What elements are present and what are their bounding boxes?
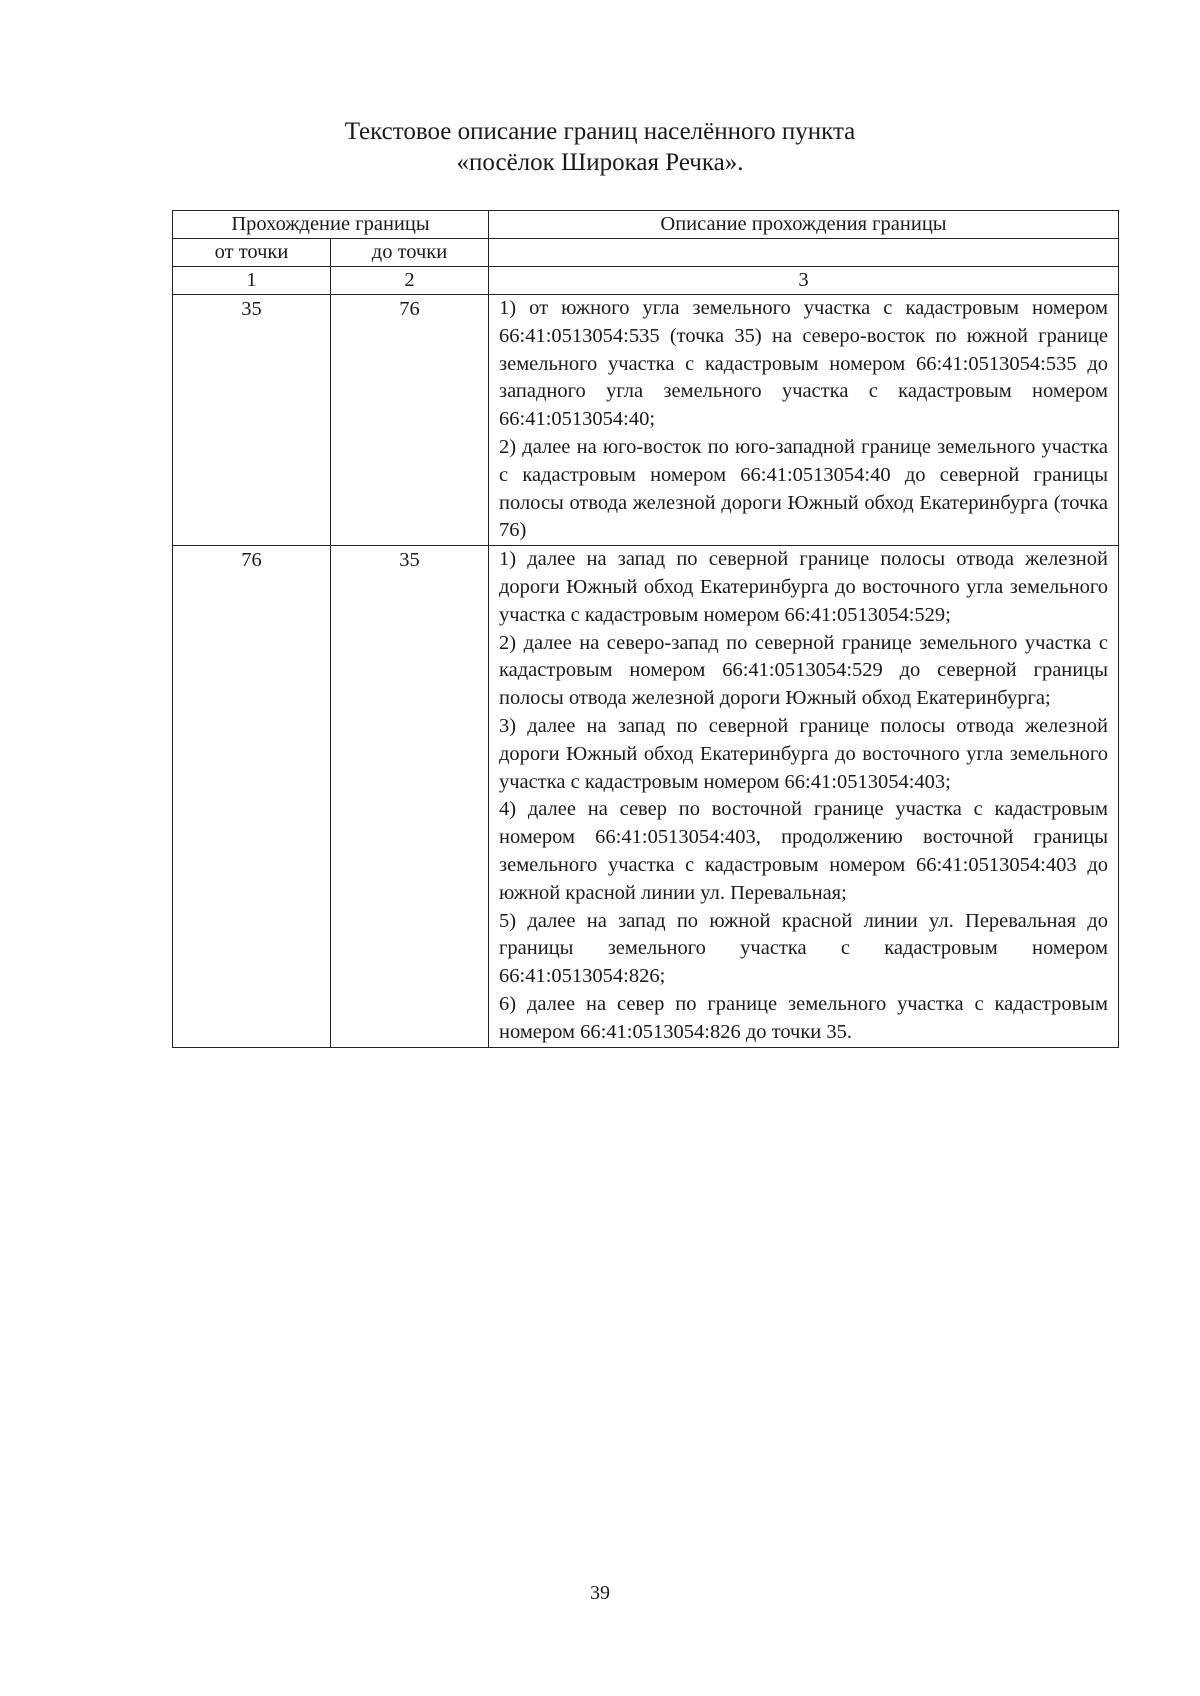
table-row — [173, 295, 1119, 546]
column-number-3: 3 — [489, 267, 1119, 295]
title-line-2: «посёлок Широкая Речка». — [456, 149, 744, 176]
header-description: Описание прохождения границы — [489, 211, 1119, 239]
description-item: 2) далее на юго-восток по юго-западной границе земельного участка с кадастровым номером 66:41:0513054:40 до северной границы полосы отвода железной дороги Южный обход Екатеринбурга (точка 76) — [499, 435, 1108, 542]
header-empty-cell — [489, 239, 1119, 267]
boundary-table — [172, 210, 1119, 1048]
description-item: 2) далее на северо-запад по северной границе земельного участка с кадастровым номером 66:41:0513054:529 до северной границы полосы отвода железной дороги Южный обход Екатеринбурга; — [499, 631, 1108, 710]
column-number-1: 1 — [173, 267, 331, 295]
column-number-2: 2 — [331, 267, 489, 295]
page-number: 39 — [590, 1582, 610, 1604]
header-to-point: до точки — [331, 239, 489, 267]
table-row — [173, 546, 1119, 1047]
description-item: 5) далее на запад по южной красной линии ул. Перевальная до границы земельного участка с кадастровым номером 66:41:0513054:826; — [499, 909, 1108, 988]
title-line-1: Текстовое описание границ населённого пункта — [344, 118, 856, 145]
header-row-2 — [173, 239, 1119, 267]
row-description — [489, 295, 1119, 546]
description-item: 6) далее на север по границе земельного участка с кадастровым номером 66:41:0513054:826 до точки 35. — [499, 992, 1108, 1043]
row-from-point: 76 — [173, 546, 331, 1047]
row-to-point: 35 — [331, 546, 489, 1047]
row-description — [489, 546, 1119, 1047]
header-row-numbers — [173, 267, 1119, 295]
header-passage: Прохождение границы — [173, 211, 489, 239]
header-row-1 — [173, 211, 1119, 239]
row-to-point: 76 — [331, 295, 489, 546]
header-from-point: от точки — [173, 239, 331, 267]
document-title — [0, 116, 1200, 178]
description-item: 1) от южного угла земельного участка с кадастровым номером 66:41:0513054:535 (точка 35) на северо-восток по южной границе земельного участка с кадастровым номером 66:41:0513054:535 до западного угла земельного участка с кадастровым номером 66:41:0513054:40; — [499, 297, 1108, 431]
description-item: 4) далее на север по восточной границе участка с кадастровым номером 66:41:0513054:403, продолжению восточной границы земельного участка с кадастровым номером 66:41:0513054:403 до южной красной линии ул. Перевальная; — [499, 798, 1108, 904]
row-from-point: 35 — [173, 295, 331, 546]
description-item: 1) далее на запад по северной границе полосы отвода железной дороги Южный обход Екатеринбурга до восточного угла земельного участка с кадастровым номером 66:41:0513054:529; — [499, 548, 1108, 626]
description-item: 3) далее на запад по северной границе полосы отвода железной дороги Южный обход Екатеринбурга до восточного угла земельного участка с кадастровым номером 66:41:0513054:403; — [499, 714, 1108, 793]
